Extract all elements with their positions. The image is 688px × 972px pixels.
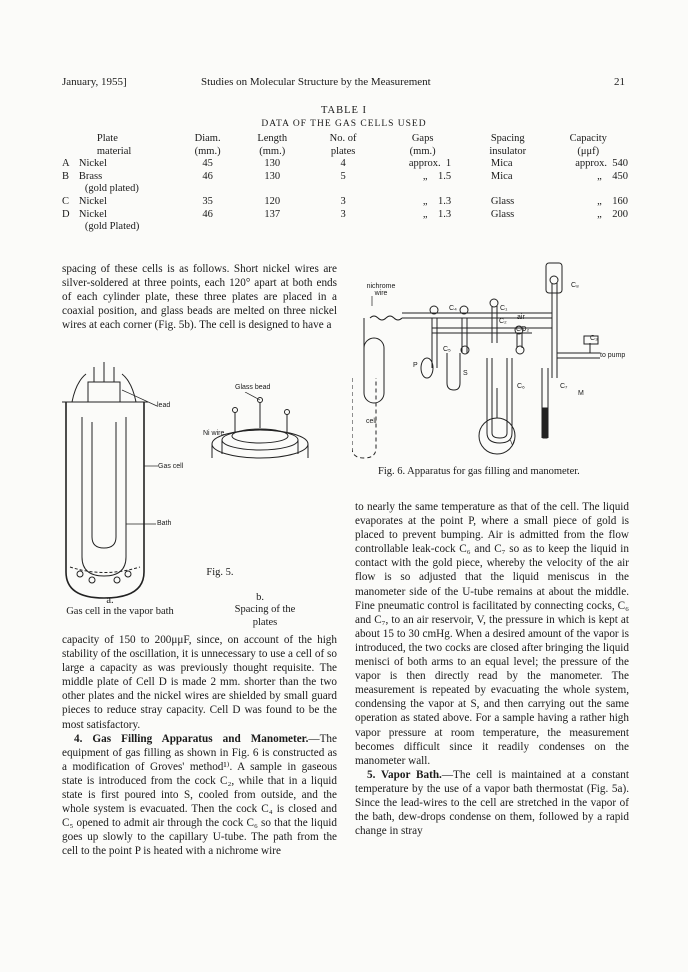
row-diam: 35 (202, 195, 213, 207)
fig6-caption: Fig. 6. Apparatus for gas filling and manometer. (378, 466, 580, 477)
table-row (60, 196, 630, 209)
fig5-label: Fig. 5. (206, 567, 234, 578)
table-label: TABLE I (320, 105, 368, 116)
header-plate-material: Plate material (96, 133, 132, 157)
fig5a-caption: Gas cell in the vapor bath (66, 606, 174, 617)
section-5-paragraph (355, 768, 629, 838)
section-5-heading: 5. Vapor Bath. (367, 768, 442, 781)
fig5-label-gas-cell: Gas cell (158, 463, 184, 470)
row-diam: 46 (202, 170, 213, 182)
running-header-title: Studies on Molecular Structure by the Measurement (201, 76, 431, 88)
table-row (60, 158, 630, 171)
fig6-label-c5: C₅ (443, 346, 451, 353)
row-plates: 3 (340, 208, 346, 220)
fig6-label-c8: C₈ (571, 282, 579, 289)
section-4-paragraph (62, 732, 337, 859)
fig6-label-c4: C₄ (449, 305, 457, 312)
header-plates: No. of plates (329, 133, 357, 157)
header-gaps: Gaps (mm.) (409, 133, 436, 157)
row-diam: 46 (202, 208, 213, 220)
row-diam: 45 (202, 158, 213, 170)
row-id: A (62, 158, 70, 170)
row-plates: 4 (340, 158, 346, 170)
section-5-text: —The cell is maintained at a constant temperature by the use of a vapor bath thermostat (Fig. 5a). Since the lead-wires to the cell are stretched in the vapor of the bath, dew-drops condense on them, followed by a rapid change in stray (355, 768, 629, 838)
row-id: D (62, 208, 70, 220)
fig6-label-c7: C₇ (560, 383, 568, 390)
row-insulator: Mica (490, 158, 513, 170)
section-4-text: —The equipment of gas filling as shown in Fig. 6 is constructed as a modification of Groves' method¹⁾. A sample in gaseous state is introduced from the cock C₂, while that in a liquid state is first poured into S, cooled from outside, and the whole system is evacuated. Then the cock C₄ is closed and C₅ opened to admit air through the cock C₆ so that the liquid goes up slowly to the capillary U-tube. The path from the cell to the point P is heated with a nichrome wire (62, 732, 337, 858)
paragraph: to nearly the same temperature as that of the cell. The liquid evaporates at the point P, where a small piece of gold is placed to prevent bumping. Air is admitted from the flow controllable leak-cock C₆ and C₇ so as to keep the liquid in contact with the gold piece, whereby the velocity of the air flow is so adjusted that the liquid meniscus in the manometer side of the U-tube remains at about the middle. Fine pneumatic control is facilitated by connecting cocks, C₆ and C₇, to an air reservoir, V, the pressure in which is kept at about 15 to 30 cmHg. When a desired amount of the vapor is introduced, the two cocks are closed after bringing the liquid menisci of both arms to an equal level; the pressure of the vapor is then directly read by the manometer. The measurement is repeated by evacuating the whole system, condensing the vapor at S, and then carrying out the same operation as stated above. For a sample having a rather high vapor pressure at room temperature, the measurement becomes difficult since it readily condenses on the manometer wall. (355, 501, 629, 767)
row-gap: „ 1.5 (422, 170, 452, 182)
page-number: 21 (614, 76, 625, 88)
row-material: Brass (gold plated) (78, 170, 139, 195)
table-row (60, 171, 630, 196)
row-id: B (62, 170, 70, 182)
fig6-label-co2: CO₂ (516, 326, 530, 333)
row-insulator: Glass (490, 208, 515, 220)
row-plates: 5 (340, 170, 346, 182)
row-material: Nickel (78, 195, 107, 207)
fig6-label-to-pump: to pump (600, 352, 626, 359)
fig5b-caption: Spacing of the plates (234, 604, 296, 628)
fig5-label-bath: Bath (157, 520, 172, 527)
row-plates: 3 (340, 195, 346, 207)
fig6-label-c1: C₁ (500, 305, 508, 312)
row-length: 130 (264, 158, 281, 170)
row-capacity: „ 160 (597, 195, 628, 207)
left-column-bottom-text (62, 633, 337, 859)
gas-cells-table (60, 133, 630, 234)
paragraph: capacity of 150 to 200μμF, since, on account of the high stability of the oscillation, it is unnecessary to use a cell of so large a capacity as was previously thought requisite. The middle plate of Cell D is made 2 mm. shorter than the two other plates and the nickel wires are shielded by small guard pieces to reduce stray capacity. Cell D was found to be the most satisfactory. (62, 634, 337, 731)
row-gap: „ 1.3 (422, 195, 452, 207)
paragraph: spacing of these cells is as follows. Short nickel wires are silver-soldered at three points, each 120° apart at both ends of each cylinder plate, these three plates are placed in a coaxial position, and glass beads are melted on three nickel wires at each corner (Fig. 5b). The cell is designed to have a (62, 263, 337, 332)
fig5a-label: a. (106, 595, 114, 606)
fig6-label-m: M (578, 390, 584, 397)
row-capacity: approx. 540 (575, 158, 628, 170)
header-length: Length (mm.) (257, 133, 288, 157)
fig6-label-v: V (510, 440, 515, 447)
fig6-label-p: P (413, 362, 418, 369)
fig5a-drawing (62, 362, 192, 602)
right-column-text (355, 500, 629, 838)
table-title: DATA OF THE GAS CELLS USED (261, 119, 427, 129)
fig5b-label: b. (256, 592, 264, 603)
fig6-label-air: air (517, 314, 525, 321)
fig6-label-c2: C₂ (499, 318, 507, 325)
row-id: C (62, 195, 70, 207)
fig6-label-nichrome: nichrome wire (366, 283, 396, 297)
row-gap: „ 1.3 (422, 208, 452, 220)
section-4-heading: 4. Gas Filling Apparatus and Manometer. (74, 732, 309, 745)
running-header-date: January, 1955] (62, 76, 127, 88)
fig6-label-s: S (463, 370, 468, 377)
header-capacity: Capacity (μμf) (569, 133, 607, 157)
fig6-label-c3: C₃ (590, 335, 598, 342)
header-diam: Diam. (mm.) (194, 133, 221, 157)
row-insulator: Mica (490, 170, 513, 182)
header-spacing: Spacing insulator (489, 133, 527, 157)
fig5-label-lead: lead (157, 402, 171, 409)
table-row (60, 209, 630, 234)
fig6-label-cell: cell (366, 418, 377, 425)
fig5-label-ni-wire: Ni wire (203, 430, 225, 437)
row-material: Nickel (gold Plated) (78, 208, 140, 233)
fig6-label-c6: C₆ (517, 383, 525, 390)
fig5-label-glass-bead: Glass bead (235, 384, 271, 391)
row-length: 130 (264, 170, 281, 182)
row-capacity: „ 200 (597, 208, 628, 220)
row-material: Nickel (78, 158, 107, 170)
row-gap: approx. 1 (408, 158, 452, 170)
left-column-top-text (62, 262, 337, 332)
row-length: 120 (264, 195, 281, 207)
row-length: 137 (264, 208, 281, 220)
table-header-row (60, 133, 630, 158)
row-insulator: Glass (490, 195, 515, 207)
row-capacity: „ 450 (597, 170, 628, 182)
